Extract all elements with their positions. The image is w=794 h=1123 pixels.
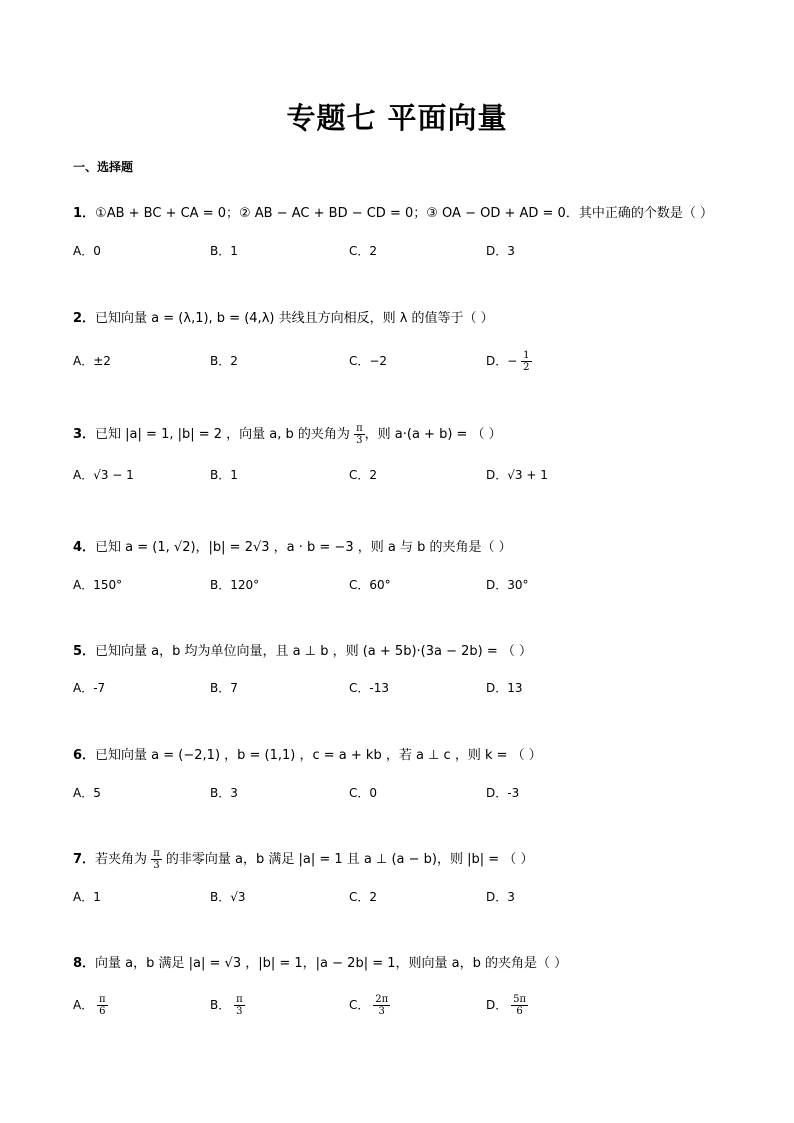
- numerator: π: [236, 994, 243, 1005]
- option-d-label: D．: [486, 998, 508, 1012]
- fraction: [521, 350, 531, 373]
- option-c[interactable]: C．2: [349, 890, 378, 904]
- option-d[interactable]: [486, 994, 528, 1017]
- fraction: [97, 994, 108, 1017]
- option-b[interactable]: [210, 994, 245, 1017]
- option-a-label: A．: [73, 998, 94, 1012]
- denominator: 3: [378, 1006, 385, 1017]
- question-4: [73, 538, 512, 558]
- question-text: 已知向量 a，b 均为单位向量，且 a ⊥ b ，则 (a + 5b)·(3a − 2b) = （ ）: [95, 644, 533, 659]
- question-number: 6．: [73, 748, 96, 763]
- denominator: 3: [356, 435, 363, 446]
- fraction: [234, 994, 245, 1017]
- question-1: [73, 204, 713, 224]
- option-c[interactable]: C．0: [349, 786, 378, 800]
- option-a[interactable]: A．±2: [73, 354, 111, 368]
- denominator: 3: [153, 860, 160, 871]
- option-a[interactable]: A．0: [73, 244, 101, 258]
- option-b[interactable]: B．1: [210, 244, 238, 258]
- question-number: 4．: [73, 540, 96, 555]
- option-c[interactable]: C．−2: [349, 354, 388, 368]
- option-c[interactable]: C．2: [349, 244, 378, 258]
- option-a[interactable]: A．√3 − 1: [73, 468, 134, 482]
- option-b-label: B．: [210, 998, 231, 1012]
- question-text: ①AB + BC + CA = 0；② AB − AC + BD − CD = 0；③ OA − OD + AD = 0．其中正确的个数是（ ）: [95, 206, 713, 221]
- numerator: π: [356, 423, 363, 434]
- denominator: 2: [523, 362, 530, 373]
- question-text: 已知向量 a = (λ,1), b = (4,λ) 共线且方向相反，则 λ 的值等于（ ）: [95, 311, 494, 326]
- question-text-continued: ，则 a·(a + b) = （ ）: [364, 427, 502, 442]
- question-2: [73, 309, 494, 329]
- option-d[interactable]: D．3: [486, 890, 515, 904]
- fraction: [373, 994, 390, 1017]
- denominator: 6: [516, 1006, 523, 1017]
- question-5: [73, 642, 532, 662]
- option-a[interactable]: A．150°: [73, 578, 123, 592]
- option-d[interactable]: D．√3 + 1: [486, 468, 548, 482]
- question-text: 已知 |a| = 1, |b| = 2 ，向量 a, b 的夹角为: [95, 427, 355, 442]
- fraction: [151, 848, 162, 871]
- option-d[interactable]: D．3: [486, 244, 515, 258]
- option-a[interactable]: A．-7: [73, 681, 106, 695]
- question-text: 向量 a，b 满足 |a| = √3 ，|b| = 1，|a − 2b| = 1，则向量 a，b 的夹角是（ ）: [95, 956, 568, 971]
- numerator: π: [99, 994, 106, 1005]
- option-b[interactable]: B．120°: [210, 578, 260, 592]
- option-d[interactable]: [486, 350, 532, 373]
- numerator: 2π: [375, 994, 389, 1005]
- document-title: 专题七 平面向量: [286, 101, 508, 135]
- option-a[interactable]: [73, 994, 108, 1017]
- option-a[interactable]: A．5: [73, 786, 101, 800]
- question-3: [73, 423, 502, 446]
- option-c-label: C．: [349, 998, 370, 1012]
- option-c[interactable]: [349, 994, 390, 1017]
- question-text: 已知 a = (1, √2)，|b| = 2√3 ，a · b = −3 ，则 a 与 b 的夹角是（ ）: [95, 540, 512, 555]
- option-d[interactable]: D．-3: [486, 786, 520, 800]
- numerator: 1: [523, 350, 530, 361]
- option-a[interactable]: A．1: [73, 890, 101, 904]
- question-7: [73, 848, 533, 871]
- question-number: 2．: [73, 311, 96, 326]
- question-text-continued: 的非零向量 a，b 满足 |a| = 1 且 a ⊥ (a − b)，则 |b| = （ ）: [161, 852, 534, 867]
- denominator: 3: [236, 1006, 243, 1017]
- option-b[interactable]: B．1: [210, 468, 238, 482]
- question-text: 已知向量 a = (−2,1) ，b = (1,1) ，c = a + kb ，若 a ⊥ c ，则 k = （ ）: [95, 748, 542, 763]
- numerator: 5π: [513, 994, 527, 1005]
- option-b[interactable]: B．√3: [210, 890, 246, 904]
- fraction: [354, 423, 365, 446]
- question-number: 7．: [73, 852, 96, 867]
- option-b[interactable]: B．2: [210, 354, 238, 368]
- fraction: [511, 994, 528, 1017]
- numerator: π: [153, 848, 160, 859]
- section-heading: 一、选择题: [73, 160, 134, 174]
- option-c[interactable]: C．-13: [349, 681, 389, 695]
- question-number: 8．: [73, 956, 96, 971]
- option-d-label: D．−: [486, 354, 518, 368]
- question-8: [73, 954, 567, 974]
- option-d[interactable]: D．13: [486, 681, 523, 695]
- option-c[interactable]: C．2: [349, 468, 378, 482]
- denominator: 6: [99, 1006, 106, 1017]
- question-text: 若夹角为: [95, 852, 152, 867]
- option-b[interactable]: B．3: [210, 786, 238, 800]
- question-6: [73, 746, 542, 766]
- question-number: 3．: [73, 427, 96, 442]
- question-number: 1．: [73, 206, 96, 221]
- option-c[interactable]: C．60°: [349, 578, 391, 592]
- option-d[interactable]: D．30°: [486, 578, 529, 592]
- question-number: 5．: [73, 644, 96, 659]
- option-b[interactable]: B．7: [210, 681, 238, 695]
